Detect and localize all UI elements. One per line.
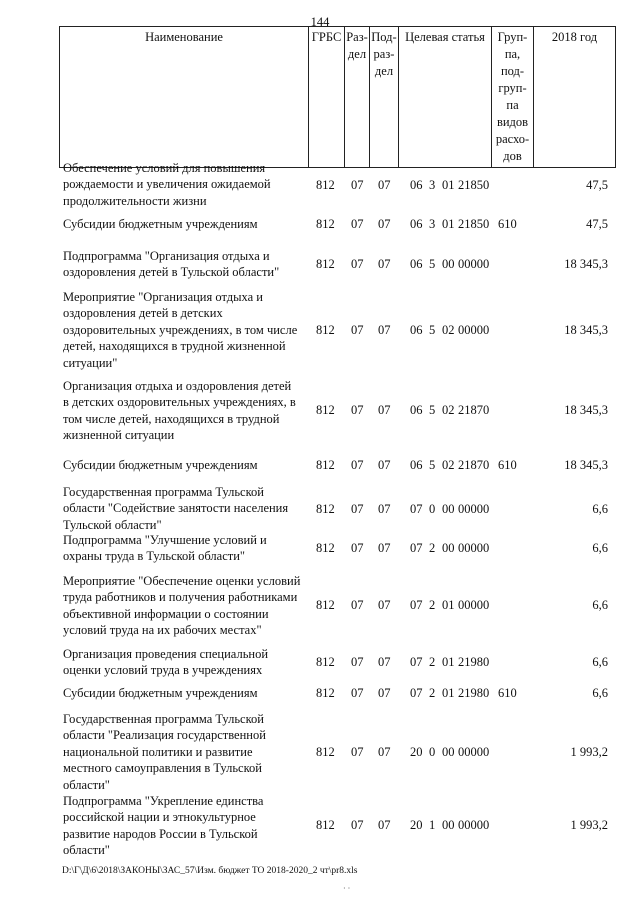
row-target-event: 01: [442, 178, 455, 192]
row-razdel: 07: [351, 655, 364, 669]
row-name-line: Обеспечение условий для повышения: [63, 161, 266, 175]
row-target-subprogram: 2: [429, 686, 436, 700]
row-name-line: российской нации и этнокультурное: [63, 810, 256, 825]
row-razdel: 07: [351, 178, 364, 192]
row-name-line: продолжительности жизни: [63, 193, 207, 208]
row-target-program: 07: [410, 541, 423, 555]
table-header: [59, 26, 616, 168]
row-razdel: 07: [351, 598, 364, 612]
row-name: [63, 216, 313, 232]
row-podrazdel: 07: [378, 686, 391, 700]
row-grbs: 812: [316, 541, 335, 555]
row-name-line: Подпрограмма "Укрепление единства: [63, 794, 264, 808]
row-name-line: области "Реализация государственной: [63, 728, 266, 743]
row-grbs: 812: [316, 217, 335, 231]
row-target-direction: 00000: [458, 818, 490, 832]
row-name-line: рождаемости и увеличения ожидаемой: [63, 177, 271, 192]
header-name: Наименование: [60, 27, 309, 168]
row-grbs: 812: [316, 598, 335, 612]
row-target-program: 20: [410, 745, 423, 759]
row-razdel: 07: [351, 502, 364, 516]
row-podrazdel: 07: [378, 502, 391, 516]
row-podrazdel: 07: [378, 541, 391, 555]
row-target-subprogram: 2: [429, 655, 436, 669]
row-name-line: области": [63, 843, 110, 858]
row-name: [63, 289, 313, 371]
row-razdel: 07: [351, 257, 364, 271]
row-name-line: национальной политики и развитие: [63, 744, 253, 759]
row-grbs: 812: [316, 458, 335, 472]
row-name-line: охраны труда в Тульской области": [63, 549, 246, 564]
row-target-direction: 00000: [458, 541, 490, 555]
row-amount: 6,6: [592, 502, 608, 516]
row-name-line: оценки условий труда в учреждениях: [63, 663, 263, 678]
row-name-line: области "Содействие занятости населения: [63, 501, 289, 516]
row-name-line: Субсидии бюджетным учреждениям: [63, 458, 258, 472]
row-podrazdel: 07: [378, 178, 391, 192]
row-name: [63, 685, 313, 701]
header-razdel: Раз- дел: [345, 27, 370, 168]
row-name-line: Субсидии бюджетным учреждениям: [63, 686, 258, 700]
row-name-line: жизненной ситуации: [63, 428, 175, 443]
row-name: [63, 793, 313, 859]
row-amount: 6,6: [592, 541, 608, 555]
row-target-subprogram: 2: [429, 541, 436, 555]
row-group: 610: [498, 686, 517, 700]
row-name-line: Мероприятие "Организация отдыха и: [63, 290, 263, 304]
header-year: 2018 год: [534, 27, 616, 168]
row-target-event: 02: [442, 458, 455, 472]
row-name-line: объективной информации о состоянии: [63, 606, 269, 621]
row-target-direction: 21980: [458, 655, 490, 669]
row-target-direction: 00000: [458, 323, 490, 337]
row-target-direction: 21850: [458, 178, 490, 192]
row-target-subprogram: 3: [429, 178, 436, 192]
row-target-direction: 00000: [458, 598, 490, 612]
row-name-line: Государственная программа Тульской: [63, 485, 264, 499]
row-razdel: 07: [351, 686, 364, 700]
row-name-line: оздоровительных учреждениях, в том числе: [63, 322, 298, 337]
row-target-program: 07: [410, 686, 423, 700]
row-target-direction: 21870: [458, 403, 490, 417]
row-podrazdel: 07: [378, 217, 391, 231]
row-target-direction: 21980: [458, 686, 490, 700]
row-name-line: Тульской области": [63, 517, 162, 532]
row-target-subprogram: 5: [429, 458, 436, 472]
row-name: [63, 378, 313, 444]
row-target-direction: 21870: [458, 458, 490, 472]
row-target-program: 06: [410, 178, 423, 192]
row-name-line: Мероприятие "Обеспечение оценки условий: [63, 574, 301, 588]
row-razdel: 07: [351, 745, 364, 759]
row-target-program: 07: [410, 502, 423, 516]
row-grbs: 812: [316, 257, 335, 271]
footer-file-path: D:\Г\Д\6\2018\ЗАКОНЫ\ЗАС_57\Изм. бюджет ТО 2018-2020_2 чт\pr8.xls: [62, 866, 358, 876]
row-name: [63, 532, 313, 565]
row-name: [63, 160, 313, 209]
row-target-subprogram: 1: [429, 818, 436, 832]
row-amount: 47,5: [586, 178, 608, 192]
row-grbs: 812: [316, 686, 335, 700]
row-target-program: 06: [410, 257, 423, 271]
row-name: [63, 248, 313, 281]
row-grbs: 812: [316, 818, 335, 832]
row-target-subprogram: 3: [429, 217, 436, 231]
row-name: [63, 646, 313, 679]
row-name-line: том числе детей, находящихся в трудной: [63, 411, 280, 426]
row-podrazdel: 07: [378, 257, 391, 271]
row-target-event: 00: [442, 818, 455, 832]
row-target-event: 00: [442, 502, 455, 516]
row-razdel: 07: [351, 458, 364, 472]
row-name-line: развитие народов России в Тульской: [63, 826, 258, 841]
row-target-subprogram: 5: [429, 403, 436, 417]
header-grbs: ГРБС: [309, 27, 345, 168]
row-target-event: 02: [442, 323, 455, 337]
row-target-event: 00: [442, 745, 455, 759]
row-grbs: 812: [316, 178, 335, 192]
row-name-line: Субсидии бюджетным учреждениям: [63, 217, 258, 231]
row-target-event: 01: [442, 598, 455, 612]
row-grbs: 812: [316, 323, 335, 337]
row-amount: 18 345,3: [564, 323, 608, 337]
row-name: [63, 457, 313, 473]
row-target-program: 06: [410, 403, 423, 417]
row-name-line: в детских оздоровительных учреждениях, в: [63, 395, 296, 410]
row-amount: 6,6: [592, 686, 608, 700]
row-razdel: 07: [351, 541, 364, 555]
row-target-subprogram: 5: [429, 323, 436, 337]
row-target-event: 02: [442, 403, 455, 417]
row-target-program: 20: [410, 818, 423, 832]
row-target-direction: 00000: [458, 257, 490, 271]
row-name-line: ситуации": [63, 355, 118, 370]
header-target: Целевая статья: [399, 27, 492, 168]
row-name: [63, 711, 313, 793]
row-target-subprogram: 0: [429, 745, 436, 759]
row-amount: 18 345,3: [564, 458, 608, 472]
row-grbs: 812: [316, 502, 335, 516]
row-podrazdel: 07: [378, 458, 391, 472]
row-podrazdel: 07: [378, 598, 391, 612]
row-target-program: 06: [410, 323, 423, 337]
row-target-direction: 00000: [458, 745, 490, 759]
row-name-line: Подпрограмма "Организация отдыха и: [63, 249, 270, 263]
row-name-line: оздоровления детей в Тульской области": [63, 265, 280, 280]
row-amount: 47,5: [586, 217, 608, 231]
row-target-program: 07: [410, 598, 423, 612]
row-amount: 18 345,3: [564, 257, 608, 271]
row-amount: 18 345,3: [564, 403, 608, 417]
row-podrazdel: 07: [378, 655, 391, 669]
row-target-program: 06: [410, 217, 423, 231]
row-target-direction: 00000: [458, 502, 490, 516]
row-amount: 6,6: [592, 655, 608, 669]
row-target-subprogram: 5: [429, 257, 436, 271]
row-amount: 6,6: [592, 598, 608, 612]
row-razdel: 07: [351, 818, 364, 832]
row-name-line: детей, находящихся в трудной жизненной: [63, 339, 286, 354]
header-podrazdel: Под- раз- дел: [370, 27, 399, 168]
row-name: [63, 484, 313, 533]
scan-speck: · ·: [343, 884, 351, 893]
row-name-line: Государственная программа Тульской: [63, 712, 264, 726]
row-name-line: области": [63, 777, 110, 792]
row-podrazdel: 07: [378, 818, 391, 832]
row-target-event: 00: [442, 541, 455, 555]
row-target-direction: 21850: [458, 217, 490, 231]
page-number: 144: [310, 15, 330, 29]
row-razdel: 07: [351, 217, 364, 231]
row-amount: 1 993,2: [570, 818, 608, 832]
row-target-event: 00: [442, 257, 455, 271]
row-target-program: 07: [410, 655, 423, 669]
row-name-line: условий труда на их рабочих местах": [63, 623, 262, 638]
row-podrazdel: 07: [378, 745, 391, 759]
row-razdel: 07: [351, 323, 364, 337]
row-podrazdel: 07: [378, 403, 391, 417]
row-podrazdel: 07: [378, 323, 391, 337]
row-name-line: труда работников и получения работниками: [63, 590, 298, 605]
header-group: Груп- па, под- груп- па видов расхо- дов: [492, 27, 534, 168]
row-amount: 1 993,2: [570, 745, 608, 759]
row-target-subprogram: 0: [429, 502, 436, 516]
row-group: 610: [498, 217, 517, 231]
row-target-subprogram: 2: [429, 598, 436, 612]
row-grbs: 812: [316, 403, 335, 417]
row-name-line: местного самоуправления в Тульской: [63, 761, 262, 776]
row-name-line: Организация проведения специальной: [63, 647, 269, 661]
row-target-event: 01: [442, 655, 455, 669]
row-group: 610: [498, 458, 517, 472]
row-name: [63, 573, 313, 639]
row-name-line: Организация отдыха и оздоровления детей: [63, 379, 292, 393]
row-grbs: 812: [316, 655, 335, 669]
row-grbs: 812: [316, 745, 335, 759]
row-name-line: Подпрограмма "Улучшение условий и: [63, 533, 267, 547]
row-name-line: оздоровления детей в детских: [63, 306, 223, 321]
row-target-event: 01: [442, 217, 455, 231]
row-target-program: 06: [410, 458, 423, 472]
row-razdel: 07: [351, 403, 364, 417]
row-target-event: 01: [442, 686, 455, 700]
